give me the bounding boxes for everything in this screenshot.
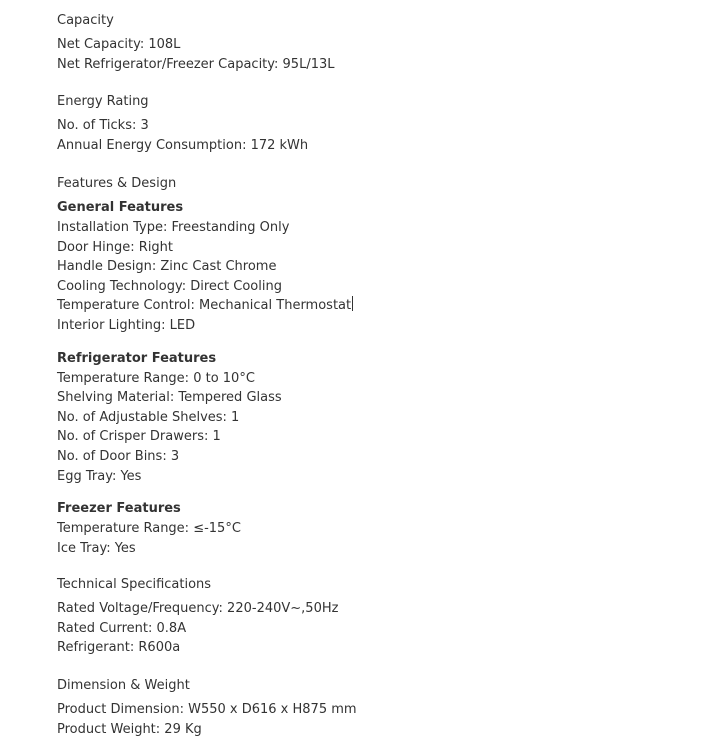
spec-line: Shelving Material: Tempered Glass [57,390,282,406]
spec-line: Product Weight: 29 Kg [57,721,202,737]
energy-title: Energy Rating [57,94,149,109]
capacity-title: Capacity [57,13,114,28]
spec-line: Handle Design: Zinc Cast Chrome [57,259,277,275]
spec-line: No. of Adjustable Shelves: 1 [57,409,240,425]
features-section [57,174,697,558]
spec-line: Temperature Range: 0 to 10°C [57,370,255,386]
technical-title: Technical Specifications [57,577,212,592]
spec-line: Ice Tray: Yes [57,540,136,556]
spec-line: No. of Door Bins: 3 [57,448,180,464]
spec-line: Door Hinge: Right [57,239,174,255]
dimension-section [57,676,697,739]
spec-line: Net Capacity: 108L [57,37,181,52]
features-title: Features & Design [57,176,177,191]
spec-line: Installation Type: Freestanding Only [57,220,290,235]
text-cursor [352,296,353,311]
spec-line: Rated Current: 0.8A [57,620,187,636]
capacity-section [57,11,697,74]
spec-line: Refrigerant: R600a [57,640,181,656]
spec-line: No. of Ticks: 3 [57,118,149,133]
spec-line-text: Temperature Control: Mechanical Thermostat [57,298,352,314]
spec-line: No. of Crisper Drawers: 1 [57,429,221,445]
general-features-title: General Features [57,200,184,215]
spec-line: Temperature Range: ≤-15°C [57,521,241,537]
spec-line: Product Dimension: W550 x D616 x H875 mm [57,702,357,717]
energy-section [57,92,697,155]
spec-line: Egg Tray: Yes [57,468,142,484]
refrigerator-features-title: Refrigerator Features [57,350,217,366]
spec-line: Rated Voltage/Frequency: 220-240V~,50Hz [57,601,339,616]
technical-section [57,575,697,658]
spec-line-with-caret[interactable] [57,296,697,316]
dimension-title: Dimension & Weight [57,678,190,693]
spec-line: Cooling Technology: Direct Cooling [57,278,282,294]
spec-line: Interior Lighting: LED [57,317,196,333]
freezer-features-title: Freezer Features [57,501,181,517]
spec-line: Annual Energy Consumption: 172 kWh [57,137,309,153]
spec-line: Net Refrigerator/Freezer Capacity: 95L/13L [57,56,335,72]
